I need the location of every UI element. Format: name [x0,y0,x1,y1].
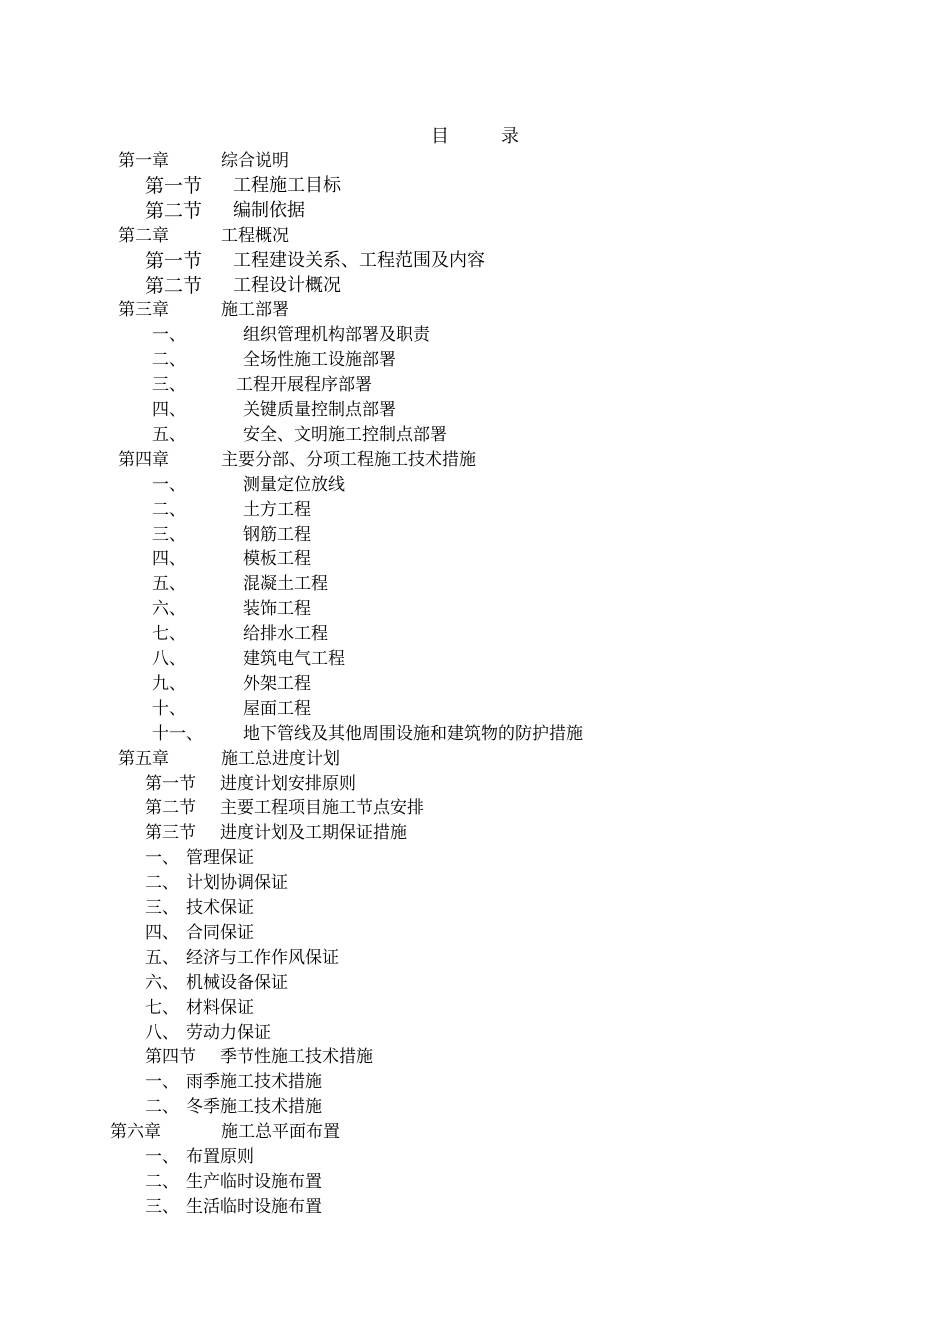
toc-entry [0,523,950,547]
toc-entry-text: 土方工程 [243,499,311,520]
toc-entry-text: 施工部署 [221,300,289,321]
toc-entry-number: 一、 [145,848,179,869]
toc-entry [0,871,950,895]
toc-entry-number: 七、 [145,997,179,1018]
toc-entry [0,298,950,322]
toc-entry-text: 钢筋工程 [243,524,311,545]
toc-entry [0,722,950,746]
toc-entry-text: 生产临时设施布置 [186,1171,322,1192]
toc-entry-number: 十一、 [152,723,203,744]
toc-entry [0,971,950,995]
toc-entry-text: 地下管线及其他周围设施和建筑物的防护措施 [243,723,583,744]
toc-entry-number: 三、 [145,1196,179,1217]
toc-entry [0,1195,950,1219]
toc-entry [0,921,950,945]
toc-entry-text: 工程建设关系、工程范围及内容 [233,249,485,271]
toc-entry [0,149,950,173]
toc-entry-text: 综合说明 [221,151,289,171]
toc-entry-number: 第一节 [145,249,203,272]
toc-entry-text: 建筑电气工程 [243,649,345,669]
toc-entry [0,1145,950,1169]
toc-entry-text: 工程施工目标 [233,174,341,196]
toc-entry [0,224,950,248]
toc-entry-text: 测量定位放线 [243,474,345,495]
toc-entry-number: 一、 [152,325,186,346]
toc-entry-number: 二、 [145,1097,179,1118]
toc-entry-number: 第四节 [145,1047,196,1068]
toc-entry [0,547,950,571]
toc-entry-text: 合同保证 [186,922,254,943]
toc-entry-number: 三、 [145,898,179,918]
toc-entry [0,1095,950,1119]
toc-entry-number: 第五章 [118,748,169,769]
toc-entry [0,249,950,273]
toc-entry-number: 第四章 [118,449,169,470]
toc-entry-number: 第一节 [145,773,196,794]
toc-entry [0,174,950,198]
toc-entry-number: 第二节 [145,199,203,222]
toc-entry-number: 一、 [152,474,186,495]
toc-entry-number: 五、 [152,424,186,445]
toc-entry [0,473,950,497]
toc-entry-text: 季节性施工技术措施 [220,1047,373,1068]
toc-entry-number: 十、 [152,698,186,719]
toc-entry [0,672,950,696]
toc-entry-number: 第三章 [118,300,169,321]
toc-entry-number: 六、 [152,599,186,620]
toc-entry-number: 八、 [145,1022,179,1043]
toc-entry-number: 第二节 [145,274,203,297]
toc-entry-number: 五、 [145,947,179,968]
toc-entry [0,1021,950,1045]
toc-entry-text: 机械设备保证 [186,972,288,993]
toc-entry [0,996,950,1020]
toc-entry-number: 第六章 [110,1122,161,1143]
toc-entry [0,647,950,671]
toc-entry-text: 材料保证 [186,997,254,1018]
toc-entry-text: 全场性施工设施部署 [243,350,396,371]
toc-entry [0,448,950,472]
toc-entry-number: 八、 [152,649,186,669]
toc-entry-number: 第二章 [118,225,169,246]
toc-title-char-1: 目 [431,126,449,147]
toc-entry [0,896,950,920]
toc-entry-text: 冬季施工技术措施 [186,1097,322,1118]
toc-entry-text: 装饰工程 [243,599,311,620]
toc-entry [0,373,950,397]
toc-entry-text: 进度计划安排原则 [220,773,356,794]
toc-entry [0,597,950,621]
toc-entry [0,772,950,796]
toc-entry-text: 布置原则 [186,1147,254,1167]
toc-entry [0,1120,950,1144]
toc-entry-number: 第一章 [118,151,169,171]
toc-entry [0,1070,950,1094]
toc-entry-text: 给排水工程 [243,624,328,645]
toc-entry [0,572,950,596]
toc-entry [0,747,950,771]
toc-entry-text: 编制依据 [233,199,305,221]
toc-entry-number: 三、 [152,524,186,545]
toc-entry [0,274,950,298]
toc-entry-text: 工程设计概况 [233,274,341,296]
toc-entry-text: 主要分部、分项工程施工技术措施 [221,449,476,470]
toc-entry-number: 二、 [152,350,186,371]
toc-entry-text: 工程开展程序部署 [236,375,372,396]
toc-entry-number: 第一节 [145,174,203,197]
toc-entry-number: 四、 [152,549,186,570]
toc-entry-number: 二、 [145,1171,179,1192]
toc-entry [0,398,950,422]
toc-entry [0,348,950,372]
toc-entry-text: 关键质量控制点部署 [243,400,396,420]
toc-entry [0,423,950,447]
toc-entry-number: 九、 [152,673,186,694]
toc-entry-number: 第二节 [145,798,196,819]
toc-entry-text: 雨季施工技术措施 [186,1072,322,1093]
toc-entry [0,821,950,845]
toc-entry-number: 五、 [152,574,186,595]
toc-entry-text: 工程概况 [221,225,289,246]
toc-entry [0,796,950,820]
toc-entry-number: 一、 [145,1072,179,1093]
toc-entry-text: 施工总进度计划 [221,748,340,769]
toc-entry-text: 安全、文明施工控制点部署 [243,424,447,445]
toc-entry [0,697,950,721]
toc-entry-number: 一、 [145,1147,179,1167]
toc-entry-text: 技术保证 [186,898,254,918]
toc-entry-text: 施工总平面布置 [221,1122,340,1143]
toc-entry-number: 二、 [145,873,179,894]
toc-entry-text: 外架工程 [243,673,311,694]
toc-entry [0,498,950,522]
toc-entry [0,1045,950,1069]
toc-entry-text: 主要工程项目施工节点安排 [220,798,424,819]
toc-entry [0,323,950,347]
toc-entry-number: 二、 [152,499,186,520]
toc-entry-number: 三、 [152,375,186,396]
toc-entry [0,622,950,646]
toc-entry-text: 生活临时设施布置 [186,1196,322,1217]
toc-entry [0,1170,950,1194]
toc-title-char-2: 录 [501,126,519,147]
toc-entry-text: 管理保证 [186,848,254,869]
toc-entry-text: 模板工程 [243,549,311,570]
toc-entry-number: 七、 [152,624,186,645]
toc-entry-number: 四、 [152,400,186,420]
toc-entry-text: 屋面工程 [243,698,311,719]
toc-entry [0,946,950,970]
toc-entry-text: 计划协调保证 [186,873,288,894]
toc-entry [0,846,950,870]
toc-entry-number: 四、 [145,922,179,943]
toc-entry-text: 混凝土工程 [243,574,328,595]
toc-entry-text: 组织管理机构部署及职责 [243,325,430,346]
toc-entry-text: 劳动力保证 [186,1022,271,1043]
toc-entry [0,199,950,223]
toc-entry-number: 第三节 [145,823,196,844]
toc-entry-number: 六、 [145,972,179,993]
toc-entry-text: 经济与工作作风保证 [186,947,339,968]
toc-entry-text: 进度计划及工期保证措施 [220,823,407,844]
